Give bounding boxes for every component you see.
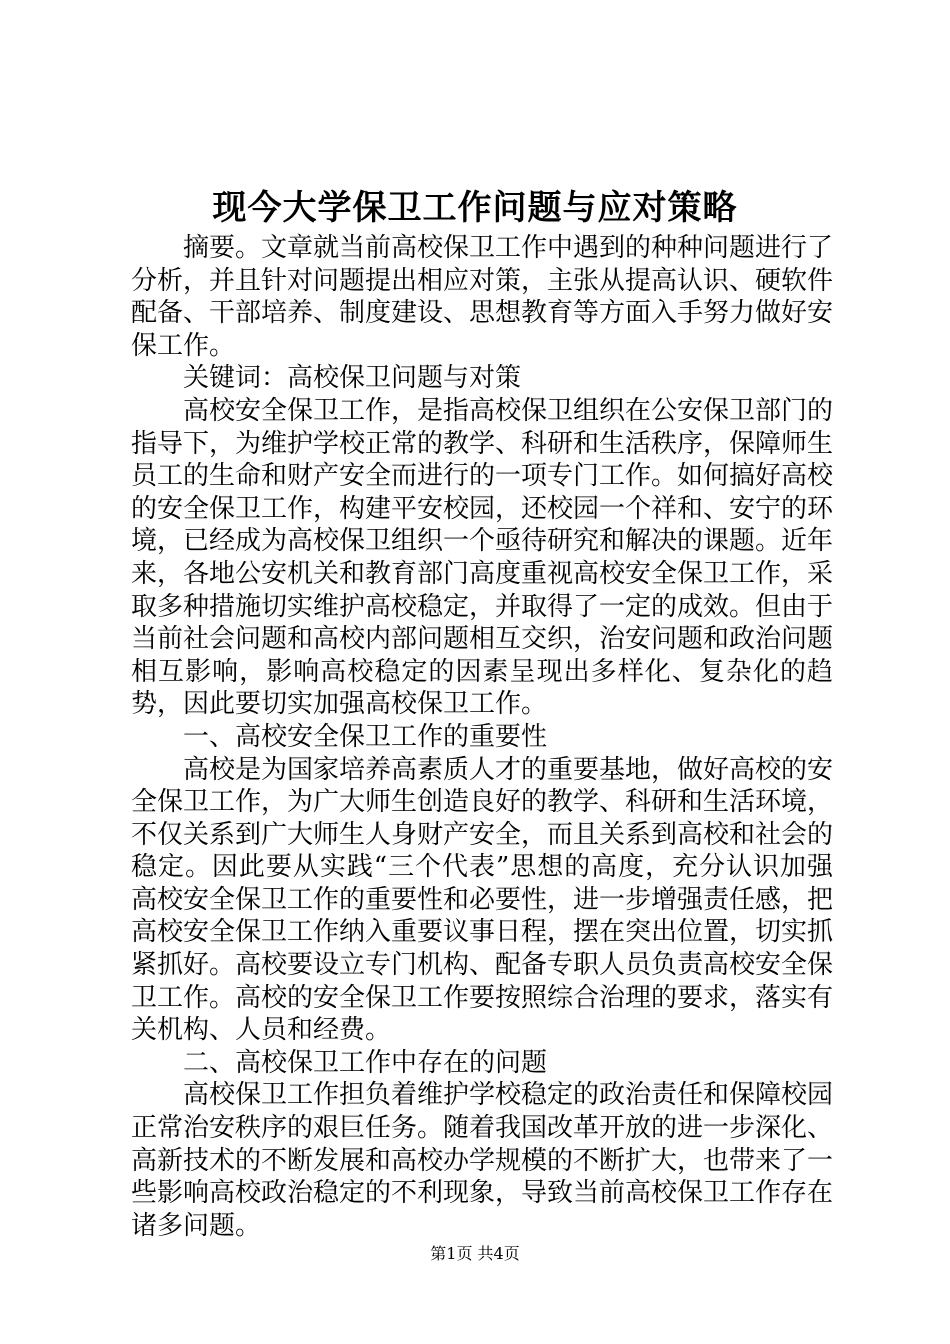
intro-paragraph: 高校安全保卫工作，是指高校保卫组织在公安保卫部门的指导下，为维护学校正常的教学、科研和生活秩序，保障师生员工的生命和财产安全而进行的一项专门工作。如何搞好高校的安全保卫工作，构建平安校园，还校园一个祥和、安宁的环境，已经成为高校保卫组织一个亟待研究和解决的课题。近年来，各地公安机关和教育部门高度重视高校安全保卫工作，采取多种措施切实维护高校稳定，并取得了一定的成效。但由于当前社会问题和高校内部问题相互交织，治安问题和政治问题相互影响，影响高校稳定的因素呈现出多样化、复杂化的趋势，因此要切实加强高校保卫工作。 [131, 395, 834, 720]
document-body [131, 232, 833, 1242]
section-1-paragraph: 高校是为国家培养高素质人才的重要基地，做好高校的安全保卫工作，为广大师生创造良好的教学、科研和生活环境，不仅关系到广大师生人身财产安全，而且关系到高校和社会的稳定。因此要从实践“三个代表”思想的高度，充分认识加强高校安全保卫工作的重要性和必要性，进一步增强责任感，把高校安全保卫工作纳入重要议事日程，摆在突出位置，切实抓紧抓好。高校要设立专门机构、配备专职人员负责高校安全保卫工作。高校的安全保卫工作要按照综合治理的要求，落实有关机构、人员和经费。 [131, 754, 834, 1046]
abstract-paragraph: 摘要。文章就当前高校保卫工作中遇到的种种问题进行了分析，并且针对问题提出相应对策，主张从提高认识、硬软件配备、干部培养、制度建设、思想教育等方面入手努力做好安保工作。 [131, 233, 834, 361]
section-2-paragraph: 高校保卫工作担负着维护学校稳定的政治责任和保障校园正常治安秩序的艰巨任务。随着我国改革开放的进一步深化、高新技术的不断发展和高校办学规模的不断扩大，也带来了一些影响高校政治稳定的不利现象，导致当前高校保卫工作存在诸多问题。 [131, 1080, 834, 1241]
document-title: 现今大学保卫工作问题与应对策略 [212, 188, 738, 228]
section-heading-1: 一、高校安全保卫工作的重要性 [183, 721, 548, 752]
keywords-line: 关键词：高校保卫问题与对策 [183, 363, 522, 394]
section-heading-2: 二、高校保卫工作中存在的问题 [183, 1047, 548, 1078]
page-number-footer: 第1页 共4页 [430, 1244, 520, 1263]
